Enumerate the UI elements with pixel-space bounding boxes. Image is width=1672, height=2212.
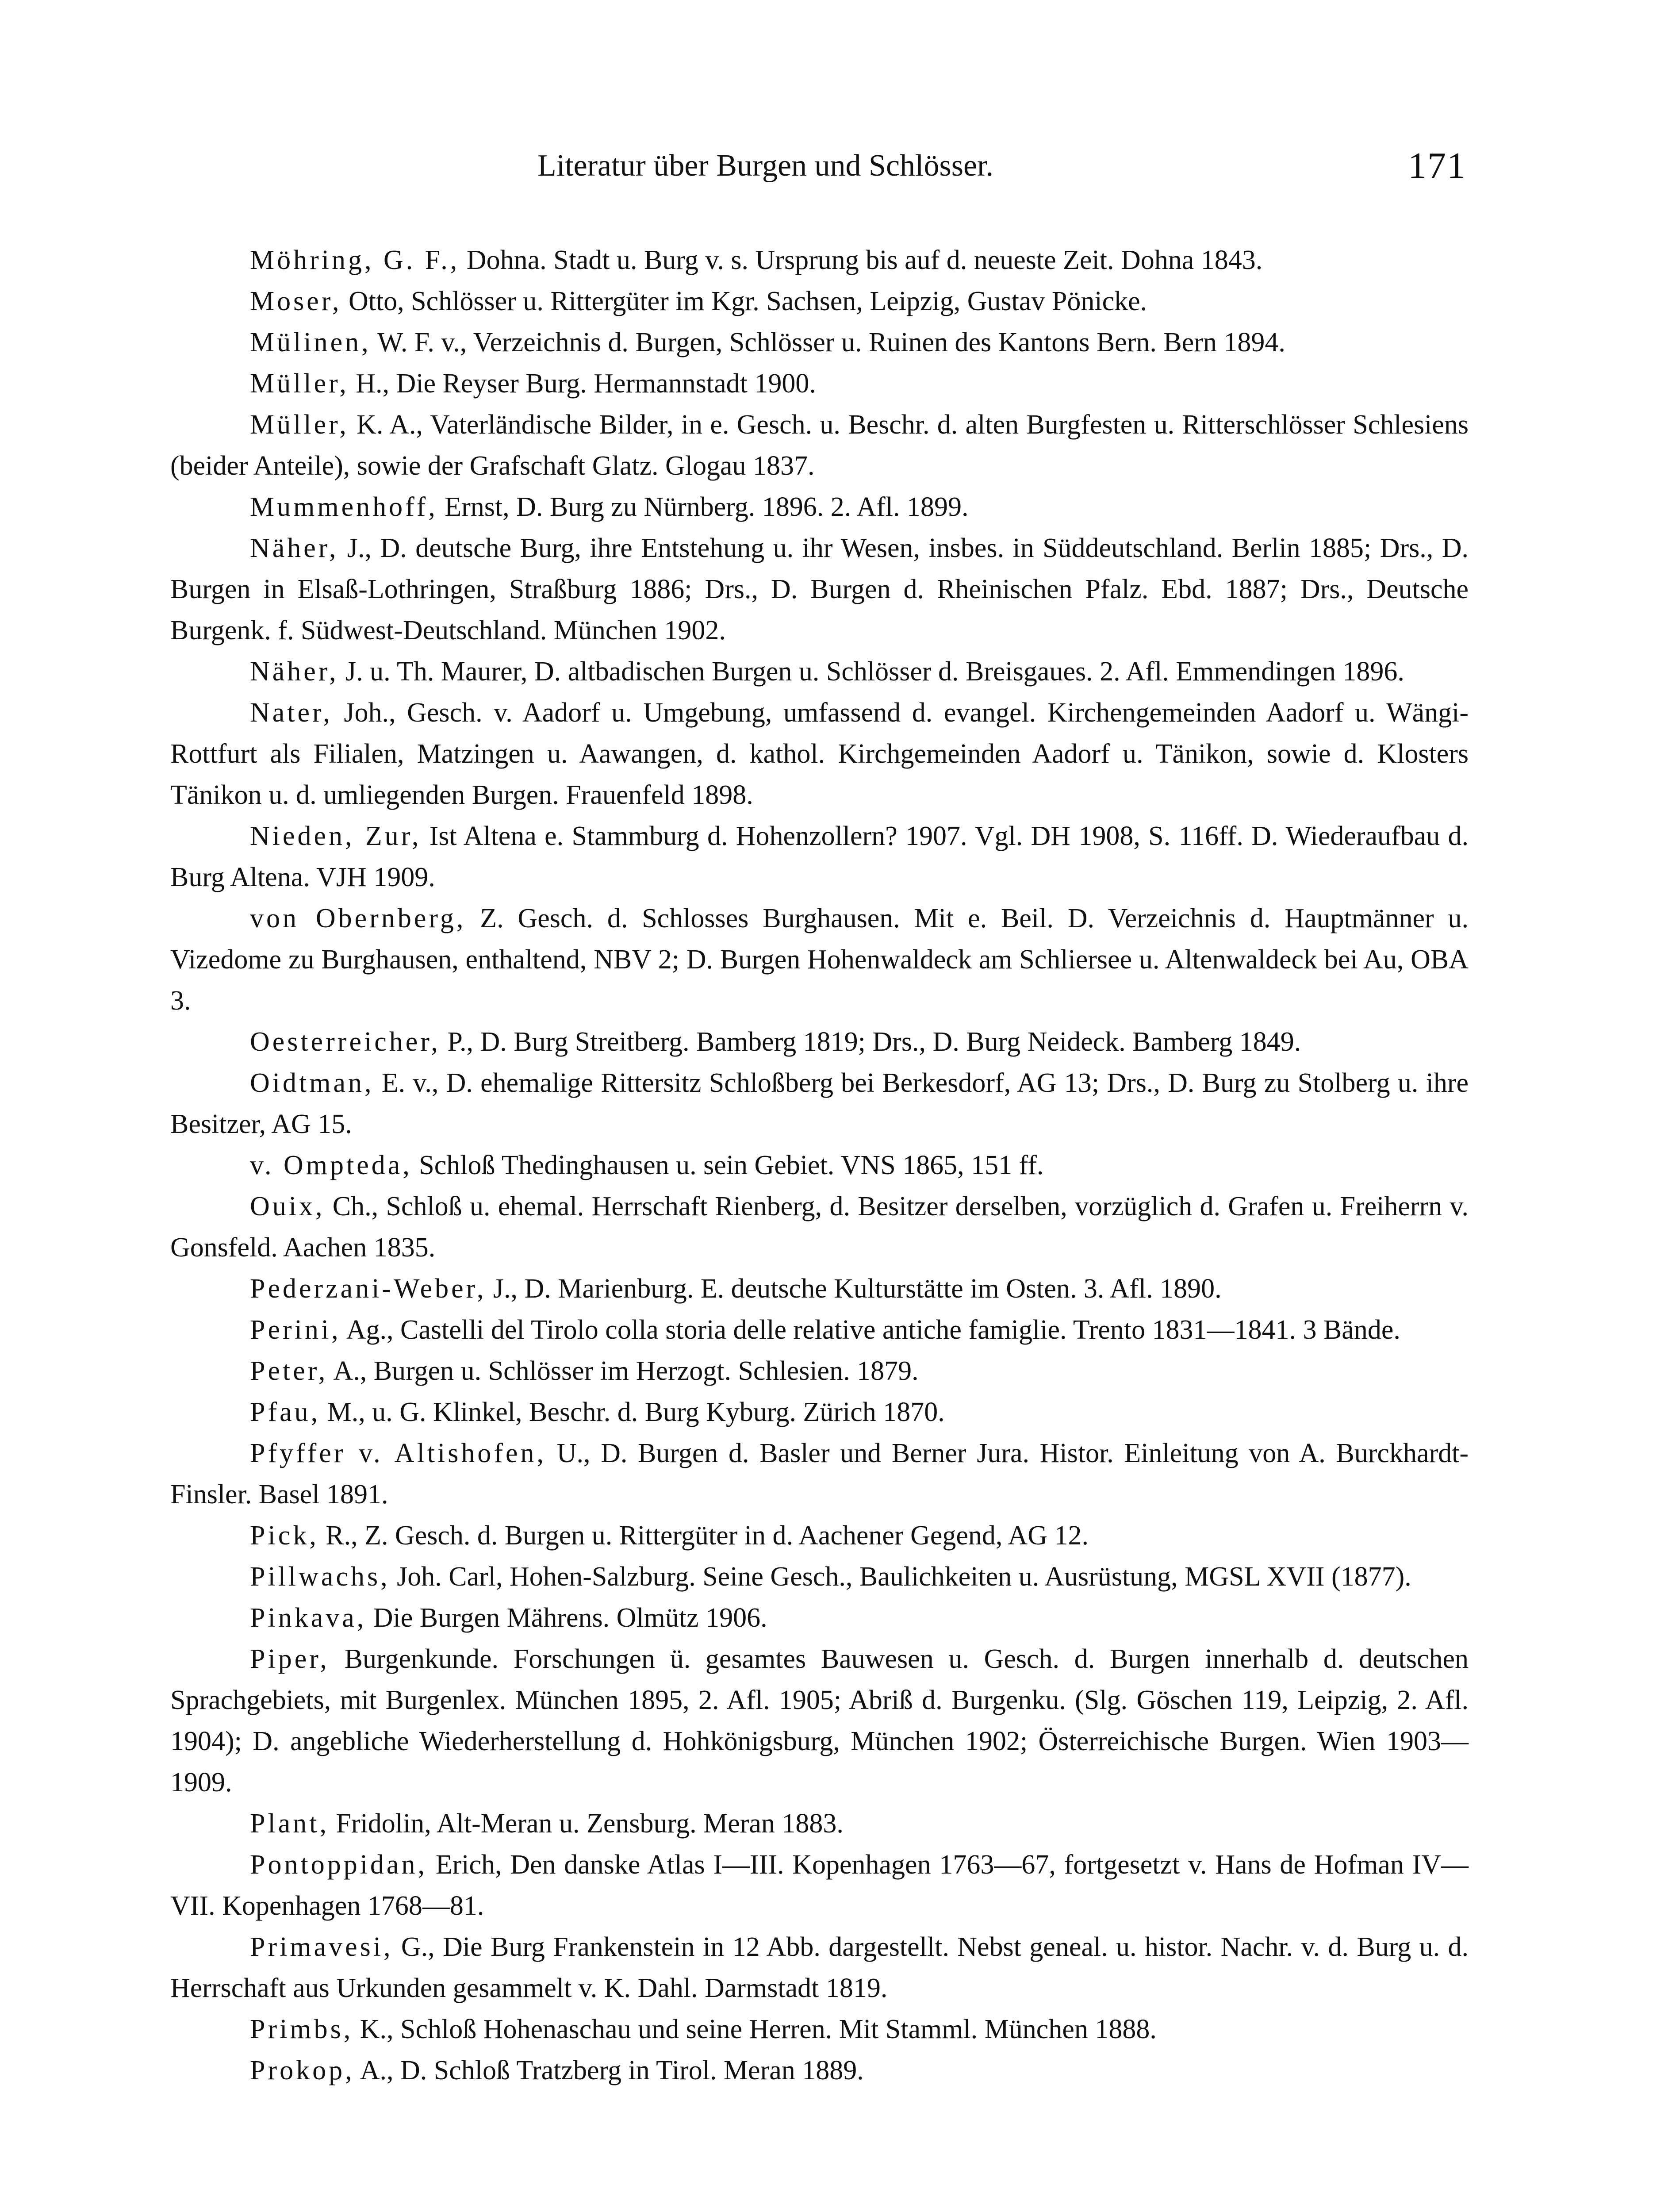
bibliography-entry xyxy=(170,1515,1469,1556)
entry-text: Ch., Schloß u. ehemal. Herrschaft Rienberg, d. Besitzer derselben, vorzüglich d. Grafen u. Freiherrn v. Gonsfeld. Aachen 1835. xyxy=(170,1191,1469,1263)
entry-text: K., Schloß Hohenaschau und seine Herren. Mit Stamml. München 1888. xyxy=(353,2014,1157,2044)
bibliography-entry xyxy=(170,528,1469,651)
entry-text: Dohna. Stadt u. Burg v. s. Ursprung bis auf d. neueste Zeit. Dohna 1843. xyxy=(460,245,1263,275)
bibliography-entry xyxy=(170,1392,1469,1433)
entry-author: Näher, xyxy=(250,657,339,687)
entry-author: von Obernberg, xyxy=(250,903,466,933)
entry-text: J., D. deutsche Burg, ihre Entstehung u. ihr Wesen, insbes. in Süddeutschland. Berlin 1885; Drs., D. Burgen in Elsaß-Lothringen, Straßburg 1886; Drs., D. Burgen d. Rheinischen Pfalz. Ebd. 1887; Drs., Deutsche Burgenk. f. Südwest-Deutschland. München 1902. xyxy=(170,533,1469,645)
bibliography-entry xyxy=(170,2050,1469,2091)
entry-author: Primavesi, xyxy=(250,1932,393,1962)
entry-text: J. u. Th. Maurer, D. altbadischen Burgen u. Schlösser d. Breisgaues. 2. Afl. Emmendingen 1896. xyxy=(338,657,1404,687)
bibliography-entry xyxy=(170,487,1469,528)
bibliography-entry xyxy=(170,898,1469,1022)
entry-text: Die Burgen Mährens. Olmütz 1906. xyxy=(366,1603,767,1633)
entry-text: H., Die Reyser Burg. Hermannstadt 1900. xyxy=(349,369,816,399)
entry-author: Pederzani-Weber, xyxy=(250,1274,487,1304)
bibliography-entry xyxy=(170,1310,1469,1351)
entry-text: E. v., D. ehemalige Rittersitz Schloßberg bei Berkesdorf, AG 13; Drs., D. Burg zu Stolberg u. ihre Besitzer, AG 15. xyxy=(170,1068,1469,1139)
entry-text: Joh., Gesch. v. Aadorf u. Umgebung, umfassend d. evangel. Kirchengemeinden Aadorf u. Wängi-Rottfurt als Filialen, Matzingen u. Aawangen, d. kathol. Kirchgemeinden Aadorf u. Tänikon, sowie d. Klosters Tänikon u. d. umliegenden Burgen. Frauenfeld 1898. xyxy=(170,698,1469,810)
entry-text: Ag., Castelli del Tirolo colla storia delle relative antiche famiglie. Trento 1831—1841. 3 Bände. xyxy=(341,1315,1400,1345)
entry-author: Pinkava, xyxy=(250,1603,367,1633)
entry-author: Peter, xyxy=(250,1356,328,1386)
entry-author: v. Ompteda, xyxy=(250,1150,412,1180)
entry-text: R., Z. Gesch. d. Burgen u. Rittergüter in d. Aachener Gegend, AG 12. xyxy=(318,1521,1089,1551)
entry-text: Joh. Carl, Hohen-Salzburg. Seine Gesch., Baulichkeiten u. Ausrüstung, MGSL XVII (1877). xyxy=(390,1562,1411,1592)
entry-author: Müller, xyxy=(250,410,349,440)
bibliography-entry xyxy=(170,281,1469,322)
entry-text: P., D. Burg Streitberg. Bamberg 1819; Drs., D. Burg Neideck. Bamberg 1849. xyxy=(440,1027,1301,1057)
entry-author: Moser, xyxy=(250,286,342,316)
entry-author: Oidtman, xyxy=(250,1068,374,1098)
bibliography-entry xyxy=(170,322,1469,363)
bibliography-entry xyxy=(170,1268,1469,1310)
entry-text: Z. Gesch. d. Schlosses Burghausen. Mit e. Beil. D. Verzeichnis d. Hauptmänner u. Vizedome zu Burghausen, enthaltend, NBV 2; D. Burgen Hohenwaldeck am Schliersee u. Altenwaldeck bei Au, OBA 3. xyxy=(170,903,1469,1016)
bibliography-entry xyxy=(170,1556,1469,1598)
entry-text: U., D. Burgen d. Basler und Berner Jura. Histor. Einleitung von A. Burckhardt-Finsler. Basel 1891. xyxy=(170,1438,1469,1509)
entry-text: Erich, Den danske Atlas I—III. Kopenhagen 1763—67, fortgesetzt v. Hans de Hofman IV—VII. Kopenhagen 1768—81. xyxy=(170,1850,1469,1921)
entry-author: Mülinen, xyxy=(250,327,371,357)
bibliography-entry xyxy=(170,1598,1469,1639)
entry-author: Müller, xyxy=(250,369,349,399)
entry-text: K. A., Vaterländische Bilder, in e. Gesch. u. Beschr. d. alten Burgfesten u. Ritterschlösser Schlesiens (beider Anteile), sowie der Grafschaft Glatz. Glogau 1837. xyxy=(170,410,1469,481)
bibliography-entry xyxy=(170,240,1469,281)
entry-text: A., Burgen u. Schlösser im Herzogt. Schlesien. 1879. xyxy=(328,1356,919,1386)
entry-author: Nater, xyxy=(250,698,333,728)
bibliography-entry xyxy=(170,1022,1469,1063)
page-number: 171 xyxy=(1408,145,1466,186)
bibliography-entry xyxy=(170,692,1469,816)
entry-author: Perini, xyxy=(250,1315,341,1345)
entry-text: A., D. Schloß Tratzberg in Tirol. Meran 1889. xyxy=(354,2055,864,2085)
bibliography-entry xyxy=(170,1927,1469,2009)
entry-author: Ouix, xyxy=(250,1191,325,1221)
bibliography-entry xyxy=(170,1803,1469,1844)
bibliography-entry xyxy=(170,651,1469,692)
entry-author: Pfau, xyxy=(250,1397,321,1427)
bibliography-entry xyxy=(170,1433,1469,1515)
entry-text: Ernst, D. Burg zu Nürnberg. 1896. 2. Afl. 1899. xyxy=(437,492,969,522)
bibliography-entry xyxy=(170,363,1469,404)
bibliography-entry xyxy=(170,1844,1469,1927)
entry-text: Fridolin, Alt-Meran u. Zensburg. Meran 1883. xyxy=(329,1809,844,1839)
bibliography-entry xyxy=(170,1351,1469,1392)
entry-text: Burgenkunde. Forschungen ü. gesamtes Bauwesen u. Gesch. d. Burgen innerhalb d. deutschen Sprachgebiets, mit Burgenlex. München 1895, 2. Afl. 1905; Abriß d. Burgenku. (Slg. Göschen 119, Leipzig, 2. Afl. 1904); D. angebliche Wiederherstellung d. Hohkönigsburg, München 1902; Österreichische Burgen. Wien 1903—1909. xyxy=(170,1644,1469,1797)
entry-text: M., u. G. Klinkel, Beschr. d. Burg Kyburg. Zürich 1870. xyxy=(320,1397,945,1427)
bibliography-entry xyxy=(170,1063,1469,1145)
entry-author: Möhring, G. F., xyxy=(250,245,460,275)
entry-author: Nieden, Zur, xyxy=(250,821,422,851)
bibliography-entry xyxy=(170,1145,1469,1186)
entry-text: G., Die Burg Frankenstein in 12 Abb. dargestellt. Nebst geneal. u. histor. Nachr. v. d. Burg u. d. Herrschaft aus Urkunden gesammelt v. K. Dahl. Darmstadt 1819. xyxy=(170,1932,1469,2003)
entry-author: Plant, xyxy=(250,1809,329,1839)
entry-text: Ist Altena e. Stammburg d. Hohenzollern? 1907. Vgl. DH 1908, S. 116ff. D. Wiederaufbau d. Burg Altena. VJH 1909. xyxy=(170,821,1469,892)
entry-text: Otto, Schlösser u. Rittergüter im Kgr. Sachsen, Leipzig, Gustav Pönicke. xyxy=(341,286,1147,316)
entry-author: Pontoppidan, xyxy=(250,1850,427,1880)
entry-text: W. F. v., Verzeichnis d. Burgen, Schlösser u. Ruinen des Kantons Bern. Bern 1894. xyxy=(371,327,1285,357)
entry-author: Oesterreicher, xyxy=(250,1027,441,1057)
entry-author: Prokop, xyxy=(250,2055,355,2085)
entry-text: Schloß Thedinghausen u. sein Gebiet. VNS 1865, 151 ff. xyxy=(412,1150,1044,1180)
entry-text: J., D. Marienburg. E. deutsche Kulturstätte im Osten. 3. Afl. 1890. xyxy=(486,1274,1222,1304)
entry-author: Pfyffer v. Altishofen, xyxy=(250,1438,547,1468)
bibliography-entry xyxy=(170,1186,1469,1268)
entry-author: Mummenhoff, xyxy=(250,492,438,522)
bibliography-entry xyxy=(170,2009,1469,2050)
entry-author: Piper, xyxy=(250,1644,330,1674)
entry-author: Primbs, xyxy=(250,2014,353,2044)
bibliography-list xyxy=(170,240,1469,2091)
running-head: Literatur über Burgen und Schlösser. xyxy=(537,149,993,183)
bibliography-entry xyxy=(170,816,1469,898)
entry-author: Pillwachs, xyxy=(250,1562,390,1592)
entry-author: Pick, xyxy=(250,1521,319,1551)
bibliography-entry xyxy=(170,1639,1469,1803)
entry-author: Näher, xyxy=(250,533,339,563)
bibliography-entry xyxy=(170,404,1469,487)
